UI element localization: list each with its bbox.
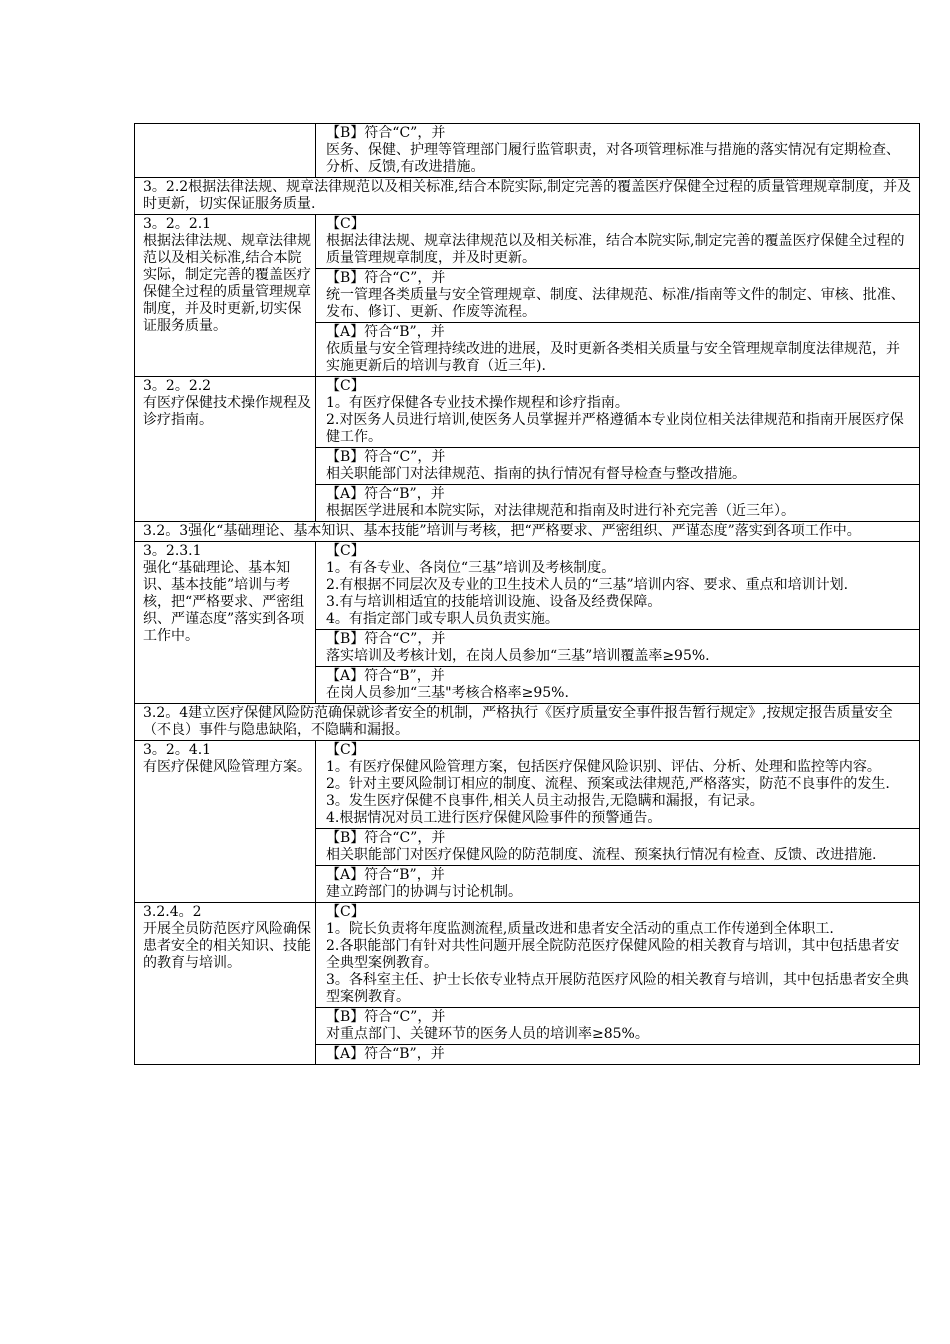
standards-table	[134, 123, 920, 1065]
criteria-text: 1。院长负责将年度监测流程,质量改进和患者安全活动的重点工作传递到全体职工.	[326, 921, 834, 937]
item-title-cell	[135, 903, 316, 1065]
criteria-block	[316, 322, 919, 376]
criteria-cell	[316, 215, 920, 377]
item-description: 强化“基础理论、基本知识、基本技能”培训与考核，把“严格要求、严密组织、严谨态度”落实到各项工作中。	[143, 560, 305, 644]
criteria-cell	[316, 741, 920, 903]
table-row	[135, 377, 920, 522]
section-heading: 3。2.2根据法律法规、规章法律规范以及相关标准,结合本院实际,制定完善的覆盖医疗保健全过程的质量管理规章制度，并及时更新，切实保证服务质量.	[135, 178, 920, 215]
criteria-block	[316, 124, 919, 177]
grade-label: 【A】符合“B”，并	[326, 1046, 445, 1062]
criteria-block	[316, 268, 919, 322]
criteria-block	[316, 865, 919, 902]
criteria-text: 1。有医疗保健风险管理方案，包括医疗保健风险识别、评估、分析、处理和监控等内容。	[326, 759, 881, 775]
criteria-cell	[316, 377, 920, 522]
criteria-block	[316, 666, 919, 703]
item-description: 有医疗保健风险管理方案。	[143, 759, 311, 775]
grade-label: 【B】符合“C”，并	[326, 1009, 446, 1025]
item-code: 3。2。4.1	[143, 742, 212, 758]
criteria-text: 1。有各专业、各岗位“三基”培训及考核制度。	[326, 560, 616, 576]
criteria-text: 相关职能部门对医疗保健风险的防范制度、流程、预案执行情况有检查、反馈、改进措施.	[326, 847, 877, 863]
criteria-text: 建立跨部门的协调与讨论机制。	[326, 884, 522, 900]
grade-label: 【C】	[326, 378, 365, 394]
criteria-block	[316, 484, 919, 521]
table-row	[135, 215, 920, 377]
grade-label: 【B】符合“C”，并	[326, 631, 446, 647]
grade-label: 【B】符合“C”，并	[326, 830, 446, 846]
grade-label: 【A】符合“B”，并	[326, 486, 445, 502]
item-title-cell	[135, 741, 316, 903]
item-code: 3。2。2.2	[143, 378, 212, 394]
criteria-text: 3.有与培训相适宜的技能培训设施、设备及经费保障。	[326, 594, 662, 610]
grade-label: 【B】符合“C”，并	[326, 125, 446, 141]
criteria-text: 相关职能部门对法律规范、指南的执行情况有督导检查与整改措施。	[326, 466, 746, 482]
criteria-cell	[316, 124, 920, 178]
table-row	[135, 542, 920, 704]
grade-label: 【A】符合“B”，并	[326, 668, 445, 684]
item-description: 有医疗保健技术操作规程及诊疗指南。	[143, 395, 311, 428]
criteria-cell	[316, 903, 920, 1065]
grade-label: 【C】	[326, 742, 365, 758]
criteria-text: 依质量与安全管理持续改进的进展，及时更新各类相关质量与安全管理规章制度法律规范，并实施更新后的培训与教育（近三年).	[326, 341, 900, 374]
criteria-text: 根据医学进展和本院实际，对法律规范和指南及时进行补充完善（近三年）。	[326, 503, 795, 519]
criteria-block	[316, 828, 919, 865]
criteria-text: 2.各职能部门有针对共性问题开展全院防范医疗保健风险的相关教育与培训，其中包括患者安全典型案例教育。	[326, 938, 900, 971]
criteria-block	[316, 629, 919, 666]
grade-label: 【B】符合“C”，并	[326, 270, 446, 286]
table-body	[135, 124, 920, 1065]
section-heading: 3.2。3强化“基础理论、基本知识、基本技能”培训与考核，把“严格要求、严密组织、严谨态度”落实到各项工作中。	[135, 522, 920, 542]
criteria-text: 对重点部门、关键环节的医务人员的培训率≥85%。	[326, 1026, 649, 1042]
criteria-text: 3。各科室主任、护士长依专业特点开展防范医疗风险的相关教育与培训，其中包括患者安全典型案例教育。	[326, 972, 909, 1005]
criteria-block	[316, 447, 919, 484]
criteria-text: 2.对医务人员进行培训,使医务人员掌握并严格遵循本专业岗位相关法律规范和指南开展医疗保健工作。	[326, 412, 904, 445]
section-row	[135, 522, 920, 542]
table-row	[135, 903, 920, 1065]
item-description: 开展全员防范医疗风险确保患者安全的相关知识、技能的教育与培训。	[143, 921, 311, 971]
criteria-block	[316, 1007, 919, 1044]
section-row	[135, 704, 920, 741]
item-description: 根据法律法规、规章法律规范以及相关标准,结合本院实际，制定完善的覆盖医疗保健全过程的质量管理规章制度，并及时更新,切实保证服务质量。	[143, 233, 311, 334]
criteria-text: 2。针对主要风险制订相应的制度、流程、预案或法律规范,严格落实，防范不良事件的发生.	[326, 776, 890, 792]
criteria-text: 根据法律法规、规章法律规范以及相关标准，结合本院实际,制定完善的覆盖医疗保健全过程的质量管理规章制度，并及时更新。	[326, 233, 905, 266]
grade-label: 【C】	[326, 216, 365, 232]
criteria-block	[316, 215, 919, 268]
criteria-block	[316, 1044, 919, 1064]
criteria-text: 落实培训及考核计划，在岗人员参加“三基”培训覆盖率≥95%.	[326, 648, 710, 664]
grade-label: 【A】符合“B”，并	[326, 867, 445, 883]
table-row	[135, 124, 920, 178]
criteria-block	[316, 741, 919, 828]
criteria-cell	[316, 542, 920, 704]
item-title-cell	[135, 377, 316, 522]
item-code: 3。2.3.1	[143, 543, 202, 559]
item-code: 3.2.4。2	[143, 904, 202, 920]
criteria-text: 统一管理各类质量与安全管理规章、制度、法律规范、标准/指南等文件的制定、审核、批准、发布、修订、更新、作废等流程。	[326, 287, 905, 320]
grade-label: 【A】符合“B”，并	[326, 324, 445, 340]
criteria-text: 4.根据情况对员工进行医疗保健风险事件的预警通告。	[326, 810, 662, 826]
grade-label: 【C】	[326, 904, 365, 920]
criteria-block	[316, 542, 919, 629]
section-heading: 3.2。4建立医疗保健风险防范确保就诊者安全的机制，严格执行《医疗质量安全事件报告暂行规定》,按规定报告质量安全（不良）事件与隐患缺陷，不隐瞒和漏报。	[135, 704, 920, 741]
table-row	[135, 741, 920, 903]
item-title-cell	[135, 215, 316, 377]
item-code: 3。2。2.1	[143, 216, 212, 232]
grade-label: 【B】符合“C”，并	[326, 449, 446, 465]
section-row	[135, 178, 920, 215]
item-title-cell	[135, 542, 316, 704]
item-title-cell	[135, 124, 316, 178]
criteria-text: 4。有指定部门或专职人员负责实施。	[326, 611, 559, 627]
criteria-text: 3。发生医疗保健不良事件,相关人员主动报告,无隐瞒和漏报，有记录。	[326, 793, 764, 809]
criteria-text: 医务、保健、护理等管理部门履行监管职责，对各项管理标准与措施的落实情况有定期检查、分析、反馈,有改进措施。	[326, 142, 900, 175]
criteria-block	[316, 377, 919, 447]
criteria-text: 2.有根据不同层次及专业的卫生技术人员的“三基”培训内容、要求、重点和培训计划.	[326, 577, 849, 593]
criteria-text: 1。有医疗保健各专业技术操作规程和诊疗指南。	[326, 395, 629, 411]
criteria-block	[316, 903, 919, 1007]
criteria-text: 在岗人员参加“三基"考核合格率≥95%.	[326, 685, 569, 701]
grade-label: 【C】	[326, 543, 365, 559]
